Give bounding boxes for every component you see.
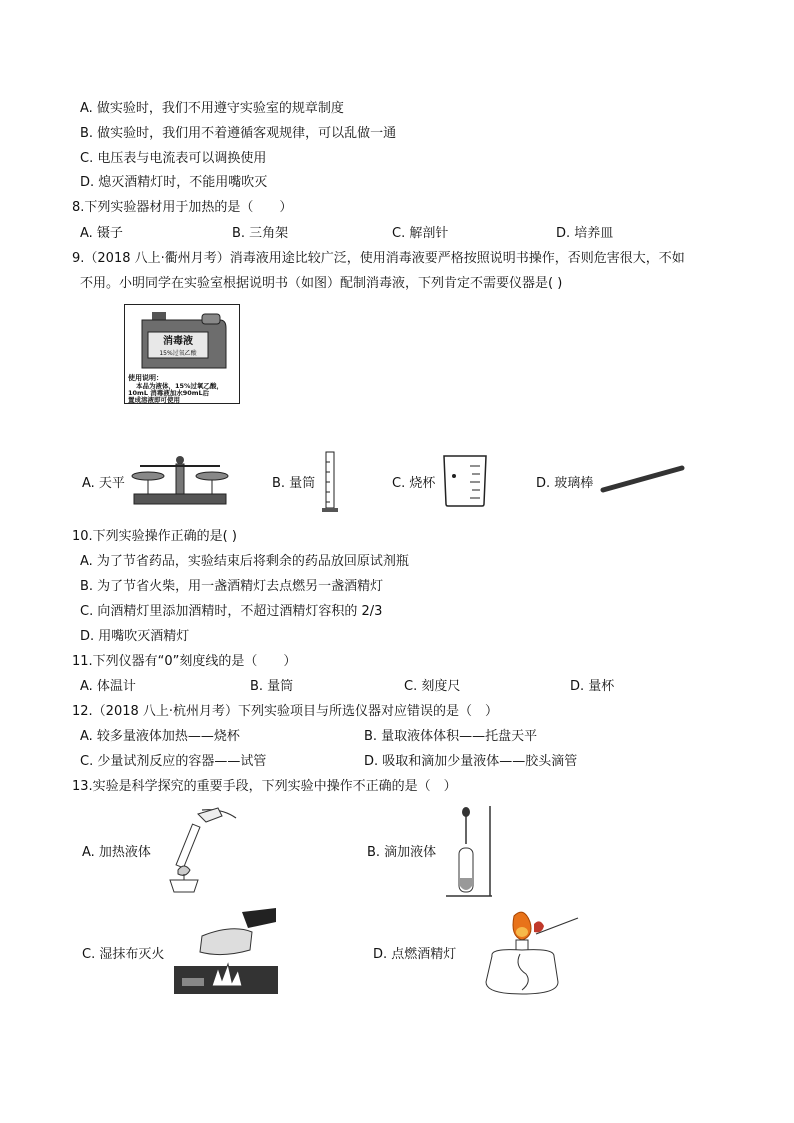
q11-option-d: D. 量杯 (570, 679, 615, 694)
q11-option-a: A. 体温计 (80, 679, 136, 694)
label-usage-line2: 10mL 消毒液加水90mL后 (128, 389, 210, 397)
label-usage-line1: 本品为液体，15%过氧乙酸， (136, 382, 224, 390)
q9-option-a: A. 天平 (82, 476, 125, 491)
q8-option-b: B. 三角架 (232, 226, 289, 241)
q12-option-d: D. 吸取和滴加少量液体——胶头滴管 (364, 754, 578, 769)
glass-rod-image (600, 464, 686, 494)
q7-option-a: A. 做实验时，我们不用遵守实验室的规章制度 (80, 101, 344, 116)
q10-stem: 10.下列实验操作正确的是( ) (72, 529, 237, 544)
q7-option-d: D. 熄灭酒精灯时，不能用嘴吹灭 (80, 175, 268, 190)
q9-option-c: C. 烧杯 (392, 476, 436, 491)
heating-liquid-image (162, 804, 240, 896)
q7-option-c: C. 电压表与电流表可以调换使用 (80, 151, 267, 166)
q9-stem-line2: 不用。小明同学在实验室根据说明书（如图）配制消毒液，下列肯定不需要仪器是( ) (80, 276, 563, 291)
q8-option-d: D. 培养皿 (556, 226, 614, 241)
dropping-liquid-image (444, 804, 494, 900)
q13-option-a: A. 加热液体 (82, 845, 151, 860)
q13-stem: 13.实验是科学探究的重要手段，下列实验中操作不正确的是（ ） (72, 779, 457, 794)
q13-option-b: B. 滴加液体 (367, 845, 437, 860)
q12-option-b: B. 量取液体体积——托盘天平 (364, 729, 538, 744)
q8-option-c: C. 解剖针 (392, 226, 449, 241)
q10-option-c: C. 向酒精灯里添加酒精时，不超过酒精灯容积的 2/3 (80, 604, 383, 619)
q10-option-b: B. 为了节省火柴，用一盏酒精灯去点燃另一盏酒精灯 (80, 579, 384, 594)
q10-option-d: D. 用嘴吹灭酒精灯 (80, 629, 190, 644)
label-sub: 15%过氧乙酸 (159, 350, 197, 357)
measuring-cylinder-image (320, 450, 340, 514)
lighting-alcohol-lamp-image (474, 906, 580, 998)
q8-stem: 8.下列实验器材用于加热的是（ ） (72, 200, 293, 215)
q11-stem: 11.下列仪器有“0”刻度线的是（ ） (72, 654, 297, 669)
q13-option-c: C. 湿抹布灭火 (82, 947, 165, 962)
q13-option-d: D. 点燃酒精灯 (373, 947, 457, 962)
q12-option-a: A. 较多量液体加热——烧杯 (80, 729, 240, 744)
q11-option-b: B. 量筒 (250, 679, 294, 694)
beaker-image (440, 452, 490, 508)
q8-option-a: A. 镊子 (80, 226, 123, 241)
wet-cloth-extinguish-image (172, 906, 278, 996)
label-usage-line3: 置成溶液即可使用 (128, 396, 180, 404)
q7-option-b: B. 做实验时，我们用不着遵循客观规律，可以乱做一通 (80, 126, 397, 141)
label-usage-title: 使用说明： (128, 374, 163, 382)
q12-stem: 12.（2018 八上·杭州月考）下列实验项目与所选仪器对应错误的是（ ） (72, 704, 499, 719)
q9-option-b: B. 量筒 (272, 476, 316, 491)
q11-option-c: C. 刻度尺 (404, 679, 461, 694)
balance-scale-image (130, 452, 230, 508)
q9-option-d: D. 玻璃棒 (536, 476, 594, 491)
label-brand: 消毒液 (163, 336, 193, 347)
disinfectant-bottle-figure (124, 304, 240, 404)
q10-option-a: A. 为了节省药品，实验结束后将剩余的药品放回原试剂瓶 (80, 554, 409, 569)
q12-option-c: C. 少量试剂反应的容器——试管 (80, 754, 267, 769)
q9-stem-line1: 9.（2018 八上·衢州月考）消毒液用途比较广泛，使用消毒液要严格按照说明书操作，否则危害很大，不如 (72, 251, 685, 266)
